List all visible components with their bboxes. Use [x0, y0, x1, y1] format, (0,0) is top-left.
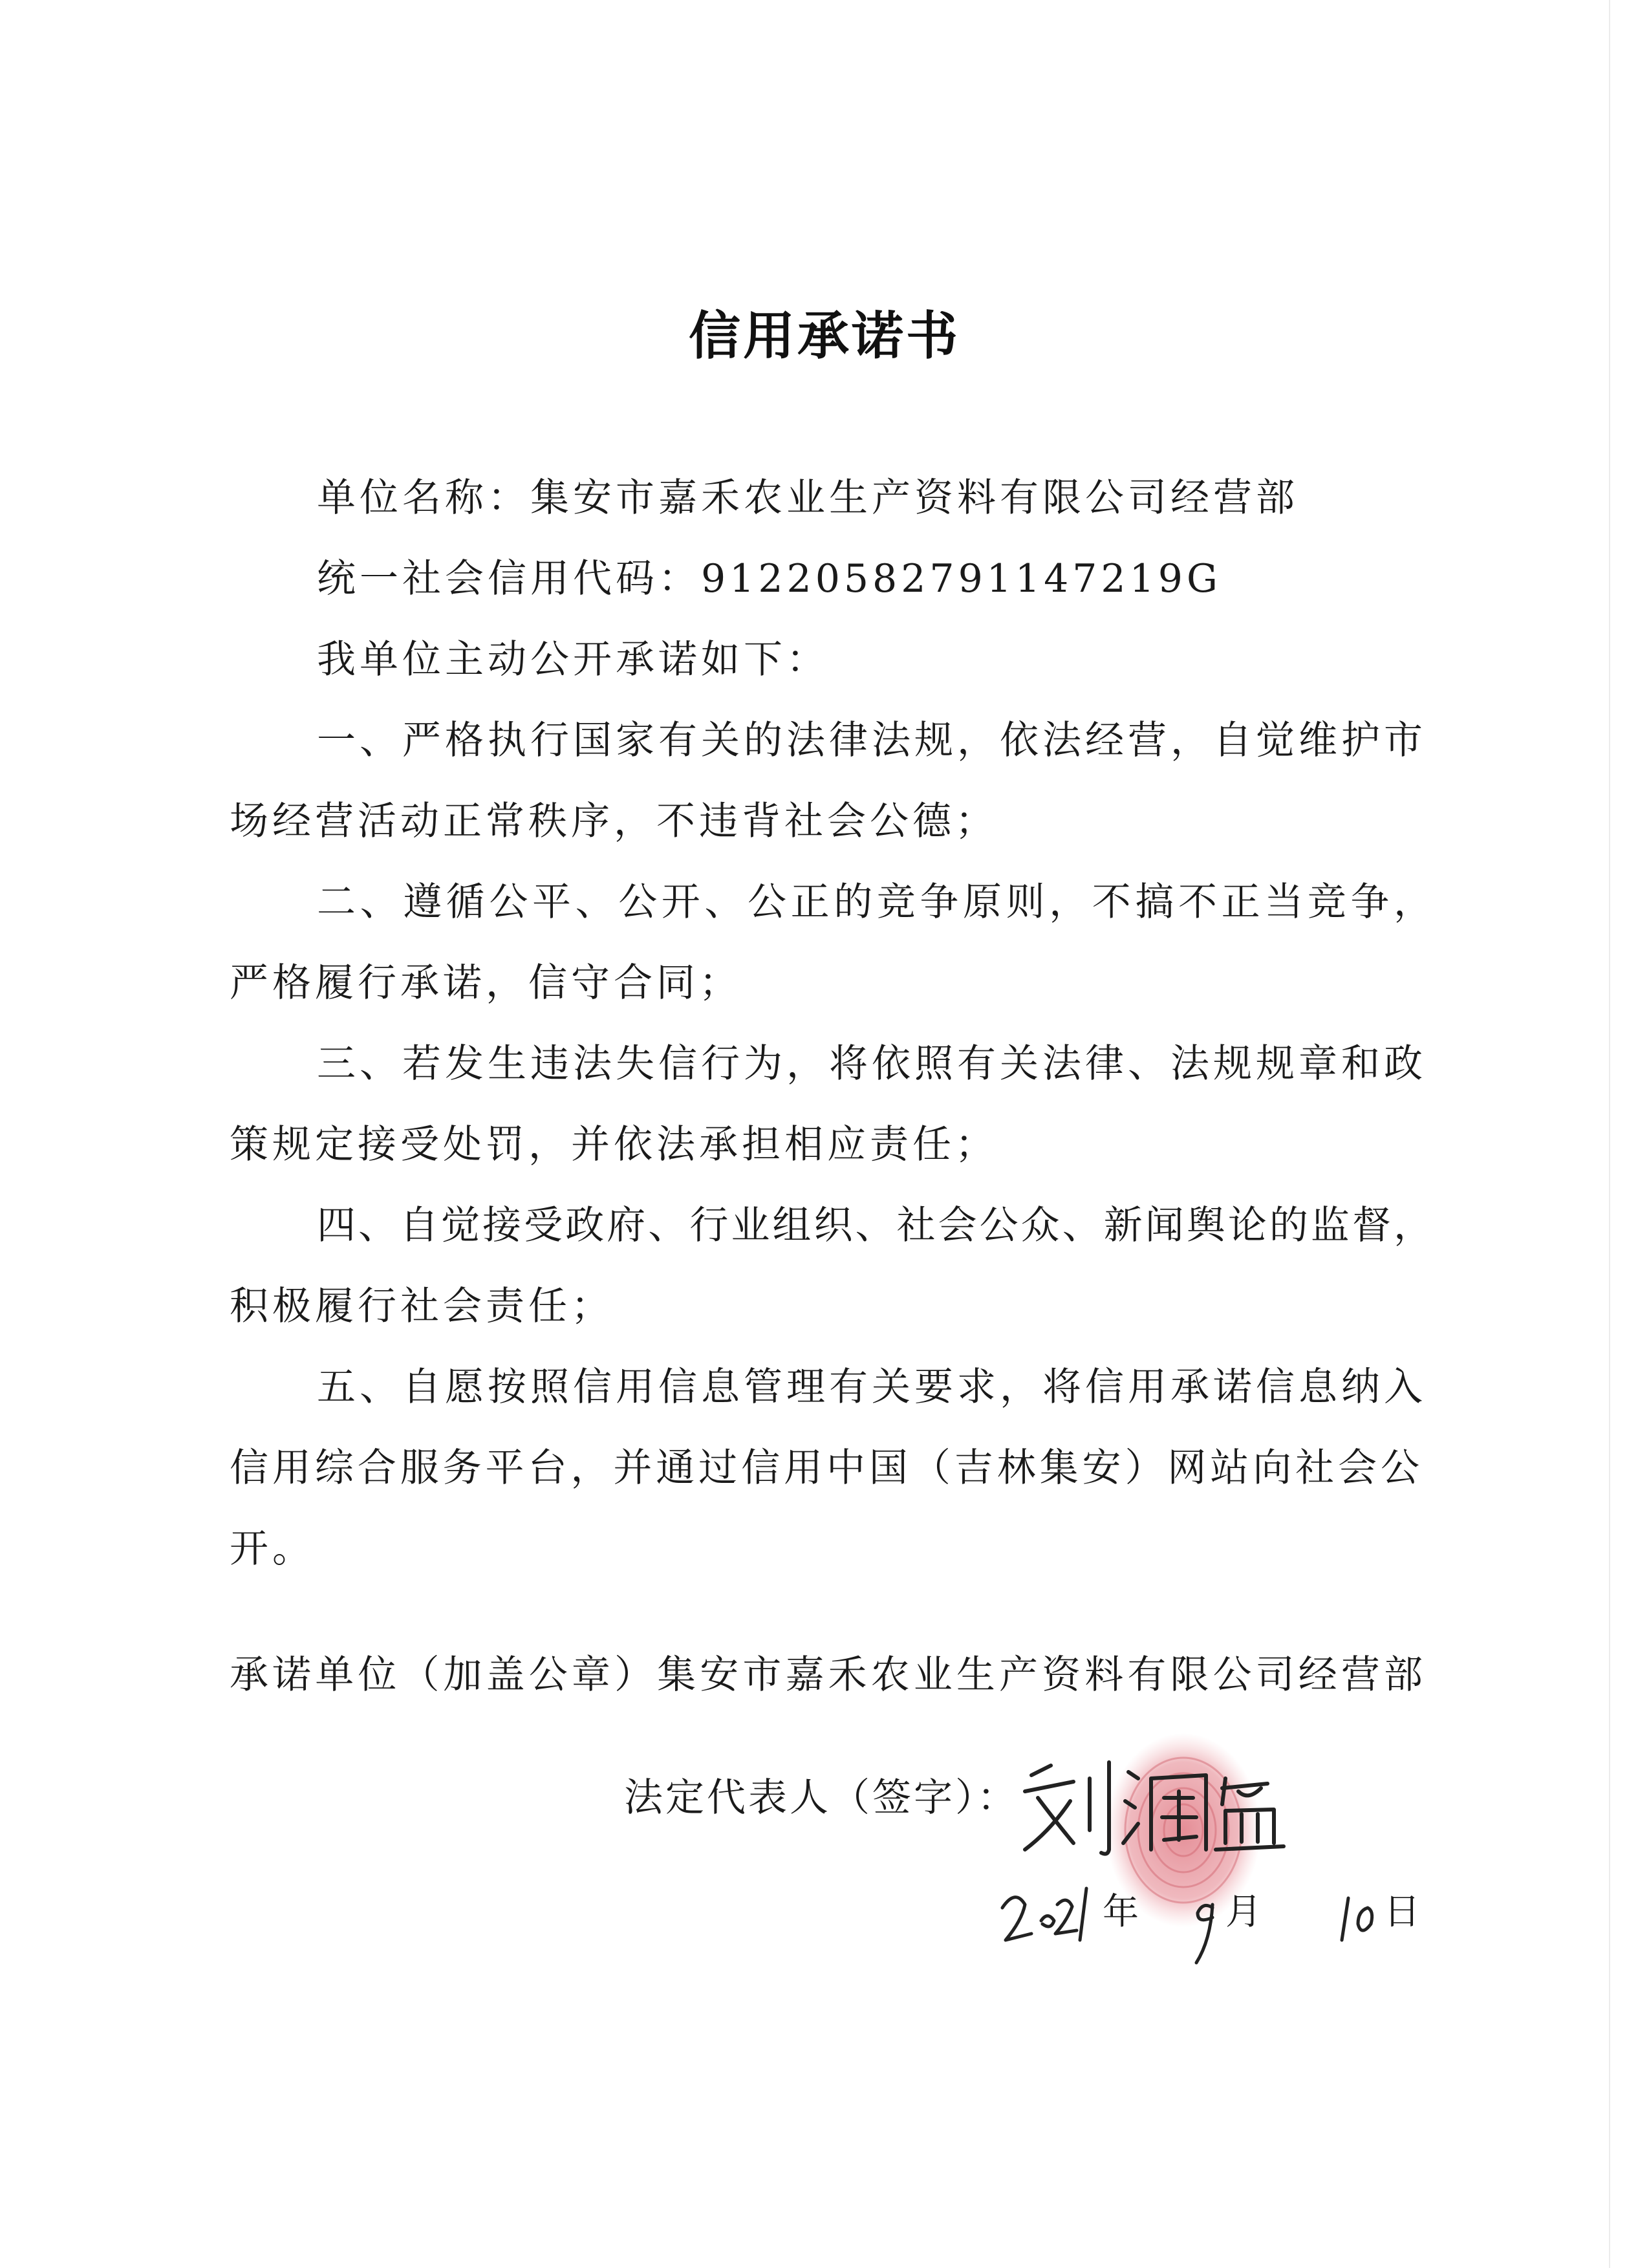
commit-unit-line: 承诺单位（加盖公章）集安市嘉禾农业生产资料有限公司经营部 — [230, 1652, 1423, 1698]
legal-rep-label: 法定代表人（签字）： — [624, 1775, 1018, 1820]
date-day-suffix: 日 — [1384, 1891, 1420, 1933]
date-year-suffix: 年 — [1103, 1891, 1139, 1933]
unit-name-line: 单位名称：集安市嘉禾农业生产资料有限公司经营部 — [317, 475, 1299, 521]
document-title: 信用承诺书 — [689, 305, 960, 366]
handwritten-date — [996, 1869, 1449, 1966]
item-2-line-1: 二、遵循公平、公开、公正的竞争原则，不搞不正当竞争， — [317, 880, 1432, 925]
item-5-line-1: 五、自愿按照信用信息管理有关要求，将信用承诺信息纳入 — [317, 1365, 1423, 1410]
handwritten-signature — [1012, 1753, 1310, 1863]
date-month-suffix: 月 — [1225, 1891, 1262, 1933]
item-2-line-2: 严格履行承诺，信守合同； — [230, 960, 742, 1006]
intro-line: 我单位主动公开承诺如下： — [317, 637, 829, 682]
item-4-line-2: 积极履行社会责任； — [230, 1284, 614, 1329]
item-3-line-1: 三、若发生违法失信行为，将依照有关法律、法规规章和政 — [317, 1041, 1423, 1086]
item-5-line-2: 信用综合服务平台，并通过信用中国（吉林集安）网站向社会公 — [230, 1445, 1419, 1491]
item-3-line-2: 策规定接受处罚，并依法承担相应责任； — [230, 1122, 998, 1167]
item-1-line-2: 场经营活动正常秩序，不违背社会公德； — [230, 799, 998, 844]
item-5-line-3: 开。 — [230, 1526, 315, 1571]
item-4-line-1: 四、自觉接受政府、行业组织、社会公众、新闻舆论的监督， — [317, 1203, 1432, 1248]
item-1-line-1: 一、严格执行国家有关的法律法规，依法经营，自觉维护市 — [317, 718, 1423, 763]
credit-code-line: 统一社会信用代码：91220582791147219G — [317, 556, 1222, 601]
